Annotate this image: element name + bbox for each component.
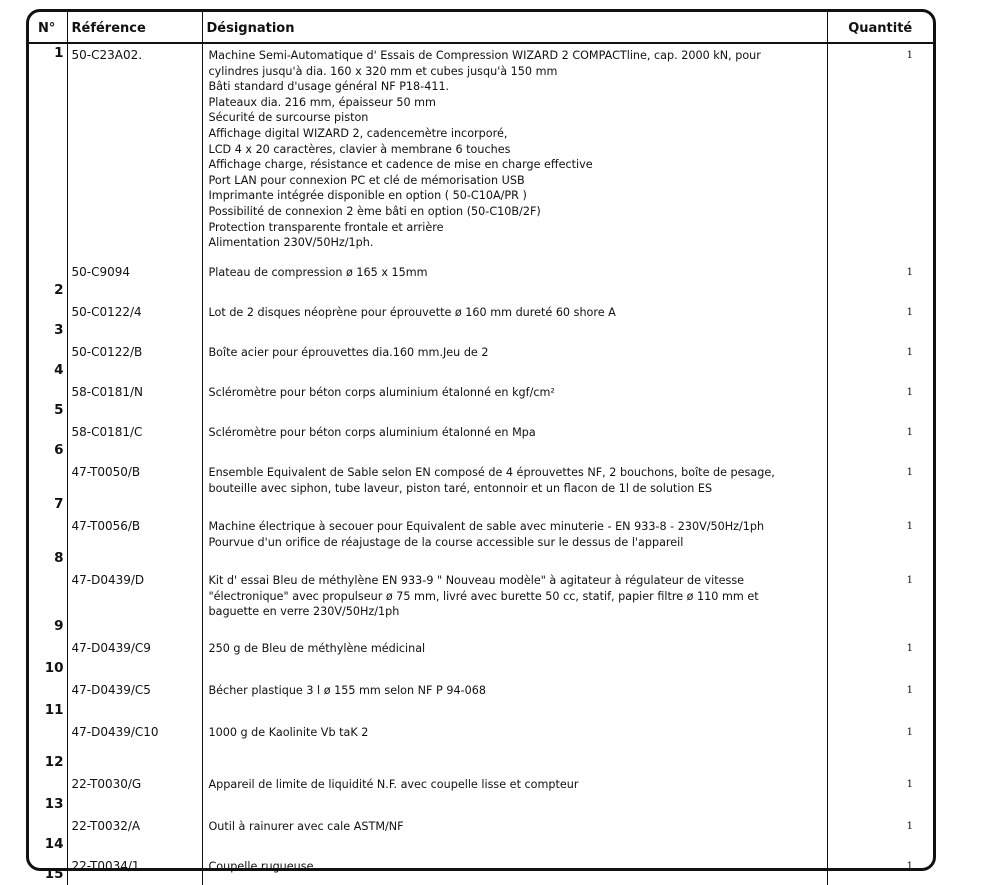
row-quantity: 1: [906, 821, 913, 832]
table-row: [29, 43, 933, 261]
row-designation: [202, 301, 827, 341]
designation-line: Sécurité de surcourse piston: [208, 111, 369, 125]
header-designation: Désignation: [202, 12, 827, 43]
designation-line: Affichage charge, résistance et cadence de mise en charge effective: [208, 158, 593, 172]
row-designation: [202, 569, 827, 637]
row-number: 3: [29, 301, 67, 341]
designation-line: Plateau de compression ø 165 x 15mm: [208, 266, 428, 279]
row-number: 7: [29, 461, 67, 515]
designation-line: Imprimante intégrée disponible en option ( 50-C10A/PR ): [208, 189, 527, 203]
designation-line: Protection transparente frontale et arrière: [208, 220, 444, 234]
row-reference: 58-C0181/C: [67, 421, 202, 461]
row-reference: 47-D0439/C10: [67, 721, 202, 773]
table-row: [29, 341, 933, 381]
row-quantity: 1: [906, 347, 913, 358]
row-quantity: 1: [906, 861, 913, 872]
row-number: 4: [29, 341, 67, 381]
designation-line: Machine électrique à secouer pour Equivalent de sable avec minuterie - EN 933-8 - 230V/50Hz/1ph: [208, 520, 765, 533]
designation-line: 250 g de Bleu de méthylène médicinal: [208, 642, 426, 655]
row-reference: 50-C9094: [67, 261, 202, 301]
row-reference: 50-C0122/4: [67, 301, 202, 341]
table-body: [29, 43, 933, 885]
designation-line: LCD 4 x 20 caractères, clavier à membrane 6 touches: [208, 142, 511, 156]
designation-line: Bécher plastique 3 l ø 155 mm selon NF P 94-068: [208, 684, 486, 697]
row-number: 5: [29, 381, 67, 421]
row-designation: [202, 721, 827, 773]
row-designation: [202, 855, 827, 885]
designation-line: Bâti standard d'usage général NF P18-411.: [208, 80, 450, 94]
designation-line: Port LAN pour connexion PC et clé de mémorisation USB: [208, 173, 525, 187]
items-table: [29, 12, 933, 885]
designation-line: Affichage digital WIZARD 2, cadencemètre incorporé,: [208, 126, 508, 140]
designation-line: 1000 g de Kaolinite Vb taK 2: [208, 726, 369, 739]
header-no: N°: [29, 12, 67, 43]
table-row: [29, 381, 933, 421]
row-designation: [202, 261, 827, 301]
row-quantity: 1: [906, 643, 913, 654]
row-quantity: 1: [906, 427, 913, 438]
row-designation: [202, 43, 827, 261]
row-reference: 22-T0034/1: [67, 855, 202, 885]
designation-line: Scléromètre pour béton corps aluminium étalonné en Mpa: [208, 426, 536, 439]
designation-line: Plateaux dia. 216 mm, épaisseur 50 mm: [208, 95, 436, 109]
row-quantity: 1: [906, 467, 913, 478]
table-row: [29, 679, 933, 721]
table-row: [29, 515, 933, 569]
row-quantity: 1: [906, 267, 913, 278]
table-row: [29, 721, 933, 773]
designation-line: Alimentation 230V/50Hz/1ph.: [208, 236, 374, 250]
designation-line: Machine Semi-Automatique d' Essais de Compression WIZARD 2 COMPACTline, cap. 2000 kN, pour: [208, 49, 761, 62]
row-designation: [202, 515, 827, 569]
row-number: 14: [29, 815, 67, 855]
designation-line: Coupelle rugueuse: [208, 860, 314, 873]
row-designation: [202, 461, 827, 515]
header-reference: Référence: [67, 12, 202, 43]
row-quantity: 1: [906, 521, 913, 532]
designation-line: Kit d' essai Bleu de méthylène EN 933-9 " Nouveau modèle" à agitateur à régulateur de vitesse: [208, 574, 745, 587]
designation-line: "électronique" avec propulseur ø 75 mm, livré avec burette 50 cc, statif, papier filtre ø 110 mm et: [208, 589, 759, 603]
designation-line: Possibilité de connexion 2 ème bâti en option (50-C10B/2F): [208, 204, 541, 218]
row-quantity: 1: [906, 727, 913, 738]
row-reference: 47-D0439/D: [67, 569, 202, 637]
row-number: 1: [29, 43, 67, 261]
table-row: [29, 815, 933, 855]
row-reference: 58-C0181/N: [67, 381, 202, 421]
table-header: [29, 12, 933, 43]
table-row: [29, 261, 933, 301]
row-reference: 50-C23A02.: [67, 43, 202, 261]
row-designation: [202, 679, 827, 721]
row-designation: [202, 381, 827, 421]
table-row: [29, 421, 933, 461]
row-quantity: 1: [906, 575, 913, 586]
table-row: [29, 637, 933, 679]
row-number: 13: [29, 773, 67, 815]
table-row: [29, 461, 933, 515]
designation-line: Boîte acier pour éprouvettes dia.160 mm.Jeu de 2: [208, 346, 489, 359]
row-number: 12: [29, 721, 67, 773]
row-quantity: 1: [906, 685, 913, 696]
row-number: 8: [29, 515, 67, 569]
designation-line: Lot de 2 disques néoprène pour éprouvette ø 160 mm dureté 60 shore A: [208, 306, 616, 319]
row-number: 9: [29, 569, 67, 637]
row-reference: 47-D0439/C9: [67, 637, 202, 679]
row-number: 6: [29, 421, 67, 461]
row-number: 10: [29, 637, 67, 679]
row-reference: 47-T0050/B: [67, 461, 202, 515]
row-number: 15: [29, 855, 67, 885]
items-table-frame: [26, 9, 936, 883]
row-reference: 22-T0030/G: [67, 773, 202, 815]
row-reference: 22-T0032/A: [67, 815, 202, 855]
table-row: [29, 569, 933, 637]
row-quantity: 1: [906, 779, 913, 790]
designation-line: cylindres jusqu'à dia. 160 x 320 mm et cubes jusqu'à 150 mm: [208, 64, 558, 78]
row-reference: 47-D0439/C5: [67, 679, 202, 721]
row-designation: [202, 341, 827, 381]
designation-line: Appareil de limite de liquidité N.F. avec coupelle lisse et compteur: [208, 778, 579, 791]
row-designation: [202, 421, 827, 461]
row-quantity: 1: [906, 387, 913, 398]
row-designation: [202, 815, 827, 855]
row-designation: [202, 773, 827, 815]
row-designation: [202, 637, 827, 679]
designation-line: Scléromètre pour béton corps aluminium étalonné en kgf/cm²: [208, 386, 555, 399]
row-number: 11: [29, 679, 67, 721]
row-quantity: 1: [906, 307, 913, 318]
designation-line: baguette en verre 230V/50Hz/1ph: [208, 605, 400, 619]
header-quantite: Quantité: [827, 12, 933, 43]
designation-line: Outil à rainurer avec cale ASTM/NF: [208, 820, 404, 833]
row-reference: 47-T0056/B: [67, 515, 202, 569]
row-reference: 50-C0122/B: [67, 341, 202, 381]
table-row: [29, 301, 933, 341]
designation-line: Ensemble Equivalent de Sable selon EN composé de 4 éprouvettes NF, 2 bouchons, boîte de pesage,: [208, 466, 775, 479]
row-quantity: 1: [906, 50, 913, 61]
designation-line: Pourvue d'un orifice de réajustage de la course accessible sur le dessus de l'appareil: [208, 535, 684, 549]
designation-line: bouteille avec siphon, tube laveur, piston taré, entonnoir et un flacon de 1l de solution ES: [208, 481, 713, 495]
table-row: [29, 773, 933, 815]
row-number: 2: [29, 261, 67, 301]
table-row: [29, 855, 933, 885]
